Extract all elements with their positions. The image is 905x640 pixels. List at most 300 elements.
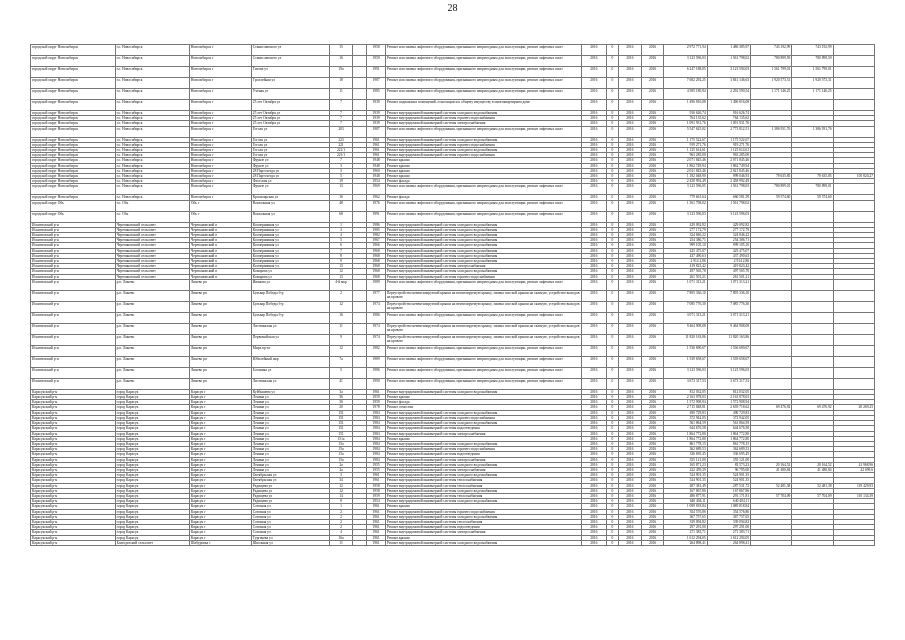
table-cell [751, 100, 792, 111]
table-cell: 2а [330, 467, 353, 472]
table-cell: 486 877,91 [664, 493, 707, 498]
table-cell: 764 135,62 [707, 116, 750, 121]
table-cell: Искитимский р-н [31, 367, 116, 378]
table-cell: 13 [330, 184, 353, 195]
table-cell: 2 715 848,81 [664, 405, 707, 410]
table-cell: Карасук г [189, 493, 251, 498]
table-cell: 1 862 749,94 [707, 163, 750, 168]
table-cell: 2016 [581, 100, 606, 111]
table-cell: 20 [330, 405, 353, 410]
table-cell: 2016 [581, 89, 606, 100]
table-cell: Карасукский р-н [31, 473, 116, 478]
table-cell: 3 673 317,53 [664, 378, 707, 389]
table-cell: Линево рп [189, 367, 251, 378]
table-cell: 2016 [641, 269, 664, 274]
table-cell: Карасук г [189, 478, 251, 483]
table-cell [833, 67, 874, 78]
table-cell: 1961 [367, 530, 386, 535]
table-cell: 261 501,21 [707, 274, 750, 279]
table-cell: Новосибирск г [189, 126, 251, 137]
table-cell: Карасукский р-н [31, 525, 116, 530]
table-cell: 812 032,05 [707, 389, 750, 394]
table-cell: 3 123 596,03 [707, 211, 750, 222]
table-cell: Ремонт внутридомовой инженерной системы холодного водоснабжения [385, 243, 581, 248]
table-cell: 110 134,39 [833, 493, 874, 498]
table-cell: 2016 [619, 540, 642, 545]
table-cell: Карасук г [189, 504, 251, 509]
table-cell: 999 105,10 [664, 243, 707, 248]
table-cell: 1 091 931,76 [664, 121, 707, 126]
table-cell: р.п. Линево [115, 323, 189, 334]
table-cell: 0 [606, 67, 618, 78]
table-cell: 0 [606, 195, 618, 200]
table-cell: Ремонт или замена лифтового оборудования, признанного непригодным для эксплуатации, ремонт лифтовых шахт [385, 78, 581, 89]
table-cell: 3 071 313,21 [707, 312, 750, 323]
table-cell: Карасук г [189, 436, 251, 441]
table-cell: 1984 [367, 426, 386, 431]
table-cell: Ремонт внутридомовой инженерной системы холодного водоснабжения [385, 488, 581, 493]
table-cell: 2016 [581, 395, 606, 400]
table-cell [833, 356, 874, 367]
table-cell: 1961 [367, 473, 386, 478]
table-cell: 223 [330, 137, 353, 142]
table-cell: Искитимский р-н [31, 264, 116, 269]
table-cell [833, 211, 874, 222]
table-cell: 916 626,74 [707, 111, 750, 116]
table-cell: р.п. Линево [115, 367, 189, 378]
table-cell: 4 585 180,94 [664, 89, 707, 100]
table-cell: 324 846,22 [664, 233, 707, 238]
table-cell: 221/1 [330, 148, 353, 153]
table-cell: 2016 [581, 78, 606, 89]
table-cell: 2016 [581, 367, 606, 378]
table-cell: Искитимский р-н [31, 345, 116, 356]
table-cell [833, 301, 874, 312]
table-cell: 1969 [367, 184, 386, 195]
table-cell: Искитимский р-н [31, 334, 116, 345]
table-cell: 2016 [641, 111, 664, 116]
table-cell: Новосибирск г [189, 184, 251, 195]
table-cell: 12 [330, 483, 353, 488]
table-cell: Союзная ул [251, 509, 329, 514]
table-cell: городской округ Новосибирск [31, 121, 116, 126]
table-cell: городской округ Новосибирск [31, 116, 116, 121]
table-cell: 2016 [641, 259, 664, 264]
table-cell: Ремонт внутридомовой инженерной системы теплоснабжения [385, 519, 581, 524]
table-cell: 0 [606, 126, 618, 137]
table-cell: 0 [606, 525, 618, 530]
table-cell: 0 [606, 179, 618, 184]
table-cell: 1961 [367, 137, 386, 142]
table-cell: 1985 [367, 89, 386, 100]
table-cell [792, 356, 833, 367]
table-cell: 9 464 908,08 [707, 323, 750, 334]
table-cell: Карасукский р-н [31, 426, 116, 431]
table-cell: Переустройство невентилируемой крыши на вентилируемую крышу, замена плоской крыши на скатную, устройство выходов на кровлю [385, 290, 581, 301]
table-cell: Союзная ул [251, 525, 329, 530]
table-cell: 9 [330, 259, 353, 264]
table-cell: 2016 [619, 467, 642, 472]
table-cell [833, 312, 874, 323]
table-cell: 2016 [581, 405, 606, 410]
table-cell: 2016 [581, 264, 606, 269]
table-cell: Ремонт внутридомовой инженерной системы водоотведения [385, 452, 581, 457]
table-cell: 0 [606, 410, 618, 415]
table-cell: 1 [330, 504, 353, 509]
table-cell: 1960 [367, 168, 386, 173]
table-cell [352, 184, 366, 195]
table-cell: 497 565,78 [664, 269, 707, 274]
table-cell: 0 [606, 238, 618, 243]
table-cell [792, 345, 833, 356]
table-cell: 2016 [619, 227, 642, 232]
table-cell: 6 247 188,05 [664, 67, 707, 78]
table-cell: город Карасук [115, 467, 189, 472]
table-cell: 2016 [619, 447, 642, 452]
table-cell: 2016 [641, 488, 664, 493]
table-cell: Ремонт крыши [385, 395, 581, 400]
table-cell [751, 323, 792, 334]
table-cell: 2016 [641, 248, 664, 253]
table-cell: Искитимский р-н [31, 274, 116, 279]
table-cell: Ремонт крыши [385, 504, 581, 509]
table-cell [352, 78, 366, 89]
table-cell: 42 699,6 [833, 467, 874, 472]
table-cell: 2016 [619, 452, 642, 457]
table-cell: Радищева ул [251, 483, 329, 488]
table-cell: Новосибирск г [189, 89, 251, 100]
table-cell: 1 071 313,21 [707, 279, 750, 290]
table-cell: Карасук г [189, 431, 251, 436]
table-cell: Переустройство невентилируемой крыши на вентилируемую крышу, замена плоской крыши на скатную, устройство выходов на кровлю [385, 301, 581, 312]
table-cell: 0 [606, 279, 618, 290]
table-cell: 2016 [581, 525, 606, 530]
table-cell: 339 094,82 [664, 519, 707, 524]
table-cell: 355 121,00 [707, 457, 750, 462]
table-cell: Ремонт или замена лифтового оборудования, признанного непригодным для эксплуатации, ремонт лифтовых шахт [385, 378, 581, 389]
table-cell: 2016 [619, 478, 642, 483]
table-cell: г.о. Новосибирск [115, 163, 189, 168]
table-cell: Линево рп [189, 312, 251, 323]
table-cell: 2016 [619, 395, 642, 400]
table-cell: р.п. Линево [115, 378, 189, 389]
table-cell: 2 292 590,54 [707, 89, 750, 100]
table-cell: Карасук г [189, 410, 251, 415]
table-cell: Ремонт внутридомовой инженерной системы электроснабжения [385, 457, 581, 462]
table-cell: Искитимский р-н [31, 222, 116, 227]
table-cell: Ремонт внутридомовой инженерной системы горячего водоснабжения [385, 153, 581, 158]
table-cell: Ремонт внутридомовой инженерной системы холодного водоснабжения [385, 473, 581, 478]
table-cell: 1961 [367, 153, 386, 158]
table-cell: г.о. Новосибирск [115, 116, 189, 121]
table-cell: 9 [330, 334, 353, 345]
table-cell: 2016 [619, 493, 642, 498]
table-cell: 425 475,07 [707, 248, 750, 253]
table-cell: 0 [606, 478, 618, 483]
table-cell: 2 914 2,86 [707, 259, 750, 264]
table-cell: 2016 [641, 447, 664, 452]
table-cell: 2016 [581, 509, 606, 514]
table-cell: г.о. Новосибирск [115, 174, 189, 179]
table-cell: Ботаника ул [251, 367, 329, 378]
table-cell: 0 [606, 462, 618, 467]
table-cell: 2016 [641, 184, 664, 195]
table-cell: Новосибирск г [189, 174, 251, 179]
table-cell: 2016 [581, 238, 606, 243]
table-body [31, 45, 875, 546]
table-cell: 105 820,27 [833, 174, 874, 179]
table-cell: 0 [606, 121, 618, 126]
table-cell: 1948 [367, 174, 386, 179]
table-cell: Искитимский р-н [31, 290, 116, 301]
table-cell: Радищева ул [251, 499, 329, 504]
table-cell: 2016 [641, 137, 664, 142]
table-cell: 20 164,52 [751, 462, 792, 467]
table-cell: 1 539 658,67 [707, 356, 750, 367]
table-cell: 0 [606, 233, 618, 238]
table-cell: Черепановский п [189, 259, 251, 264]
table-cell: Куйбышева ул [251, 389, 329, 394]
table-cell: 2016 [619, 279, 642, 290]
table-cell: 0 [606, 253, 618, 258]
table-cell: Карасук г [189, 509, 251, 514]
table-row [31, 345, 875, 356]
table-cell: 119 429,93 [833, 483, 874, 488]
table-cell: Троллейная ул [251, 78, 329, 89]
table-cell: 779 661,64 [664, 195, 707, 200]
table-cell: 2016 [641, 126, 664, 137]
table-cell: 1 561 799,01 [792, 67, 833, 78]
table-cell: Радищева ул [251, 488, 329, 493]
table-cell: 16 [330, 195, 353, 200]
table-cell: Черепановский сельсовет [115, 238, 189, 243]
table-cell: 1986 [367, 367, 386, 378]
table-cell: р.п. Линево [115, 356, 189, 367]
table-cell: 1961 [367, 525, 386, 530]
table-cell: Коопераивная ул [251, 233, 329, 238]
table-cell: Карасук г [189, 499, 251, 504]
table-cell: Благодатский сельсовет [115, 540, 189, 545]
table-cell: 15а [330, 457, 353, 462]
table-cell: Линево рп [189, 323, 251, 334]
table-cell [833, 78, 874, 89]
table-cell: 1 091 931,76 [707, 121, 750, 126]
table-cell: Карасукский р-н [31, 452, 116, 457]
table-cell: 0 [606, 519, 618, 524]
table-cell: 2016 [619, 334, 642, 345]
table-cell: г.о. Новосибирск [115, 137, 189, 142]
table-cell: Карасукский р-н [31, 441, 116, 446]
table-cell: Ремонт внутридомовой инженерной системы холодного водоснабжения [385, 269, 581, 274]
table-cell: 2016 [619, 426, 642, 431]
table-cell: 19 [330, 179, 353, 184]
table-cell: Ремонт или замена лифтового оборудования, признанного непригодным для эксплуатации, ремонт лифтовых шахт [385, 56, 581, 67]
table-cell: 2016 [619, 400, 642, 405]
table-cell: 2016 [641, 334, 664, 345]
table-cell: 780 899,59 [792, 56, 833, 67]
table-cell: 2016 [641, 431, 664, 436]
table-cell: Ремонт или замена лифтового оборудования, признанного непригодным для эксплуатации, ремонт лифтовых шахт [385, 45, 581, 56]
table-cell: г.о. Новосибирск [115, 184, 189, 195]
table-cell: 1 572 908,94 [707, 400, 750, 405]
table-cell: 1 561 798,02 [707, 56, 750, 67]
table-cell: Карасукский р-н [31, 462, 116, 467]
table-cell: 1955 [367, 467, 386, 472]
table-cell: 0 [606, 426, 618, 431]
table-cell [751, 301, 792, 312]
table-cell: 2016 [581, 279, 606, 290]
table-cell: городской округ Обь [31, 211, 116, 222]
table-cell: Ремонт внутридомовой инженерной системы электроснабжения [385, 530, 581, 535]
table-cell: 2016 [641, 378, 664, 389]
table-cell: 0 [606, 356, 618, 367]
table-cell: Ремонт крыши [385, 163, 581, 168]
table-cell: городской округ Новосибирск [31, 78, 116, 89]
table-cell: 2016 [581, 493, 606, 498]
table-cell: Искитимский р-н [31, 233, 116, 238]
table-cell: 15а [330, 452, 353, 457]
table-cell: Карасук г [189, 488, 251, 493]
table-cell: 336 695,45 [707, 452, 750, 457]
table-cell: Карасук г [189, 400, 251, 405]
table-row [31, 56, 875, 67]
table-cell: 780 899,59 [751, 56, 792, 67]
table-cell: 1 536 690,67 [707, 345, 750, 356]
table-cell: 20 164,52 [792, 462, 833, 467]
table-cell: 254 386,71 [707, 238, 750, 243]
table-cell: город Карасук [115, 509, 189, 514]
table-cell: Ремонт отмостки [385, 405, 581, 410]
table-cell: 524 901,35 [707, 473, 750, 478]
table-cell: город Карасук [115, 519, 189, 524]
table-cell: 2016 [581, 227, 606, 232]
table-cell: 28 Партсъезда ул [251, 168, 329, 173]
table-cell [833, 345, 874, 356]
table-cell: Красноярская ул [251, 195, 329, 200]
table-cell: 2016 [619, 163, 642, 168]
table-cell: 1939 [367, 111, 386, 116]
table-cell: 2016 [641, 67, 664, 78]
table-cell: 1974 [367, 334, 386, 345]
table-cell: 291 171,81 [707, 493, 750, 498]
table-cell: 36 [330, 395, 353, 400]
table-cell: Новосибирск г [189, 179, 251, 184]
capital-repair-table [30, 44, 875, 546]
table-cell: 2016 [581, 436, 606, 441]
table-cell: 3 123 594,03 [707, 67, 750, 78]
table-cell: Новосибирск г [189, 121, 251, 126]
table-cell: 2016 [581, 45, 606, 56]
table-cell: Ремонт внутридомовой инженерной системы горячего водоснабжения [385, 447, 581, 452]
table-cell [792, 200, 833, 211]
table-cell: 16 [330, 56, 353, 67]
table-cell [751, 279, 792, 290]
table-cell: Бульвар Победы б-р [251, 301, 329, 312]
table-row [31, 540, 875, 545]
table-cell: 2016 [641, 253, 664, 258]
table-cell: 0 [606, 493, 618, 498]
table-cell: Ремонт внутридомовой инженерной системы холодного водоснабжения [385, 248, 581, 253]
table-cell: 1 612 294,05 [707, 535, 750, 540]
table-cell: г.о. Новосибирск [115, 158, 189, 163]
table-cell: 2016 [619, 290, 642, 301]
table-cell: 1959 [367, 56, 386, 67]
table-cell: городской округ Новосибирск [31, 184, 116, 195]
table-cell: городской округ Новосибирск [31, 89, 116, 100]
table-cell: 2016 [641, 200, 664, 211]
table-cell: 1990 [367, 378, 386, 389]
table-cell: 2016 [641, 499, 664, 504]
table-cell: 2016 [581, 253, 606, 258]
table-cell: 2016 [619, 436, 642, 441]
table-cell: 2016 [641, 312, 664, 323]
table-cell: городской округ Новосибирск [31, 163, 116, 168]
table-cell: 2016 [641, 509, 664, 514]
table-cell: 1974 [367, 323, 386, 334]
table-cell [751, 334, 792, 345]
table-cell: 151 [330, 415, 353, 420]
table-cell: Карасукский р-н [31, 467, 116, 472]
table-cell: Карасукский р-н [31, 457, 116, 462]
table-cell: 4-й мкр [330, 279, 353, 290]
table-cell: 14 [330, 493, 353, 498]
table-cell: Карасукский р-н [31, 410, 116, 415]
table-cell: 0 [606, 389, 618, 394]
table-cell: Черепановский сельсовет [115, 222, 189, 227]
table-cell: 221 [330, 142, 353, 147]
table-cell: 2016 [619, 356, 642, 367]
table-cell: 2016 [641, 116, 664, 121]
table-cell: Ремонт внутридомовой инженерной системы горячего водоснабжения [385, 509, 581, 514]
table-cell: 2016 [619, 535, 642, 540]
table-cell: 1 125 614,61 [707, 148, 750, 153]
table-cell: 2016 [581, 400, 606, 405]
table-cell: Искитимский р-н [31, 253, 116, 258]
table-cell: Карасук г [189, 447, 251, 452]
table-cell: Карасук г [189, 457, 251, 462]
table-cell: 1985 [367, 227, 386, 232]
table-cell: 1 171 146,25 [792, 89, 833, 100]
table-cell: Ремонт или замена лифтового оборудования, признанного непригодным для эксплуатации, ремонт лифтовых шахт [385, 279, 581, 290]
table-cell: 372 942,05 [707, 415, 750, 420]
table-cell: 437 490,63 [664, 253, 707, 258]
table-cell: 2016 [619, 56, 642, 67]
table-cell: 18 [330, 78, 353, 89]
table-cell [352, 100, 366, 111]
table-cell: 1 386 931,76 [751, 126, 792, 137]
table-cell: 2016 [581, 462, 606, 467]
table-cell: Ремонт внутридомовой инженерной системы холодного водоснабжения [385, 111, 581, 116]
table-cell: 2016 [641, 142, 664, 147]
table-cell: 1961 [367, 478, 386, 483]
table-cell: Коопераивная ул [251, 238, 329, 243]
table-cell: 2016 [581, 56, 606, 67]
table-cell: Искитимский р-н [31, 259, 116, 264]
table-cell: Новосибирск г [189, 56, 251, 67]
table-cell: Ленина ул [251, 441, 329, 446]
table-cell: городской округ Новосибирск [31, 174, 116, 179]
table-cell: Искитимский р-н [31, 323, 116, 334]
table-cell: 524 901,35 [707, 478, 750, 483]
table-cell: Карасук г [189, 473, 251, 478]
table-cell: 48 [330, 200, 353, 211]
table-cell: 0 [606, 211, 618, 222]
table-cell: Школьная ул [251, 540, 329, 545]
table-cell [833, 323, 874, 334]
table-row [31, 184, 875, 195]
table-cell: 0 [606, 509, 618, 514]
table-cell: 2016 [641, 45, 664, 56]
